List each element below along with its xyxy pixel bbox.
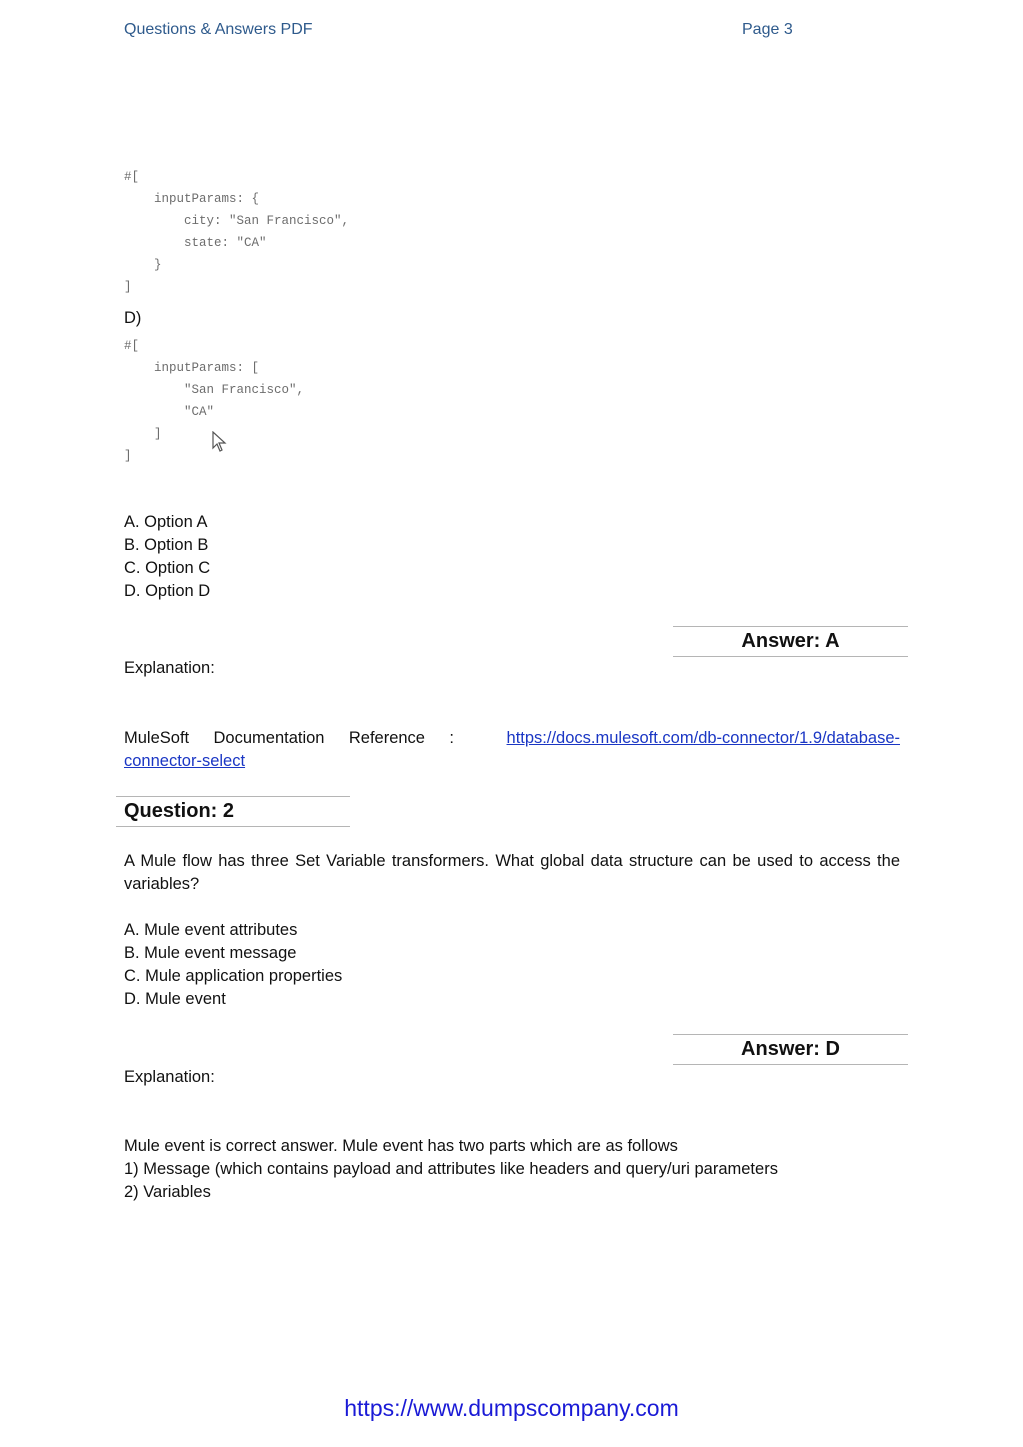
header-title: Questions & Answers PDF [124, 21, 313, 38]
code-line: ] [124, 427, 162, 441]
ref-word: : [449, 729, 454, 747]
q1-answer: Answer: A [741, 630, 840, 652]
code-line: state: "CA" [124, 236, 267, 250]
code-line: } [124, 258, 162, 272]
q2-explanation-line: Mule event is correct answer. Mule event has two parts which are as follows [124, 1137, 678, 1155]
code-line: ] [124, 449, 132, 463]
footer-url-link[interactable]: https://www.dumpscompany.com [344, 1395, 679, 1421]
q1-option: A. Option A [124, 513, 208, 531]
ref-word: MuleSoft [124, 729, 190, 747]
q1-option: B. Option B [124, 536, 209, 554]
code-line: "San Francisco", [124, 383, 305, 397]
option-d-label: D) [124, 309, 142, 327]
q2-option: B. Mule event message [124, 944, 297, 962]
q1-reference-link-continued[interactable]: connector-select [124, 752, 246, 770]
q2-option: C. Mule application properties [124, 967, 343, 985]
q2-answer: Answer: D [741, 1038, 840, 1060]
q2-answer-box [673, 1034, 908, 1065]
code-line: city: "San Francisco", [124, 214, 350, 228]
code-line: "CA" [124, 405, 215, 419]
q1-options-list [124, 511, 210, 603]
mouse-cursor-icon [211, 431, 227, 453]
option-c-code-image [124, 166, 349, 298]
page-number: Page 3 [742, 21, 793, 38]
q1-option: C. Option C [124, 559, 211, 577]
q2-heading: Question: 2 [124, 800, 235, 822]
code-line: #[ [124, 339, 140, 353]
code-line: ] [124, 280, 132, 294]
q1-answer-box [673, 626, 908, 657]
q2-heading-box [116, 796, 350, 827]
q1-explanation-label: Explanation: [124, 659, 215, 677]
q1-reference-link[interactable]: https://docs.mulesoft.com/db-connector/1.9/database- [506, 729, 900, 747]
code-line: #[ [124, 170, 140, 184]
code-line: inputParams: { [124, 192, 260, 206]
q2-option: A. Mule event attributes [124, 921, 298, 939]
q1-option: D. Option D [124, 582, 211, 600]
ref-word: Reference [348, 729, 425, 747]
code-line: inputParams: [ [124, 361, 260, 375]
q2-question-text: A Mule flow has three Set Variable transformers. What global data structure can be used to access the variables? [124, 852, 900, 893]
q2-option: D. Mule event [124, 990, 226, 1008]
q1-reference-line [124, 727, 900, 750]
q1-reference-label-group [124, 727, 454, 750]
q2-explanation-label: Explanation: [124, 1068, 215, 1086]
q2-explanation-line: 1) Message (which contains payload and attributes like headers and query/uri parameters [124, 1160, 778, 1178]
q2-explanation-line: 2) Variables [124, 1183, 211, 1201]
q2-explanation-body [124, 1135, 778, 1204]
q2-options-list [124, 919, 342, 1011]
ref-word: Documentation [213, 729, 325, 747]
